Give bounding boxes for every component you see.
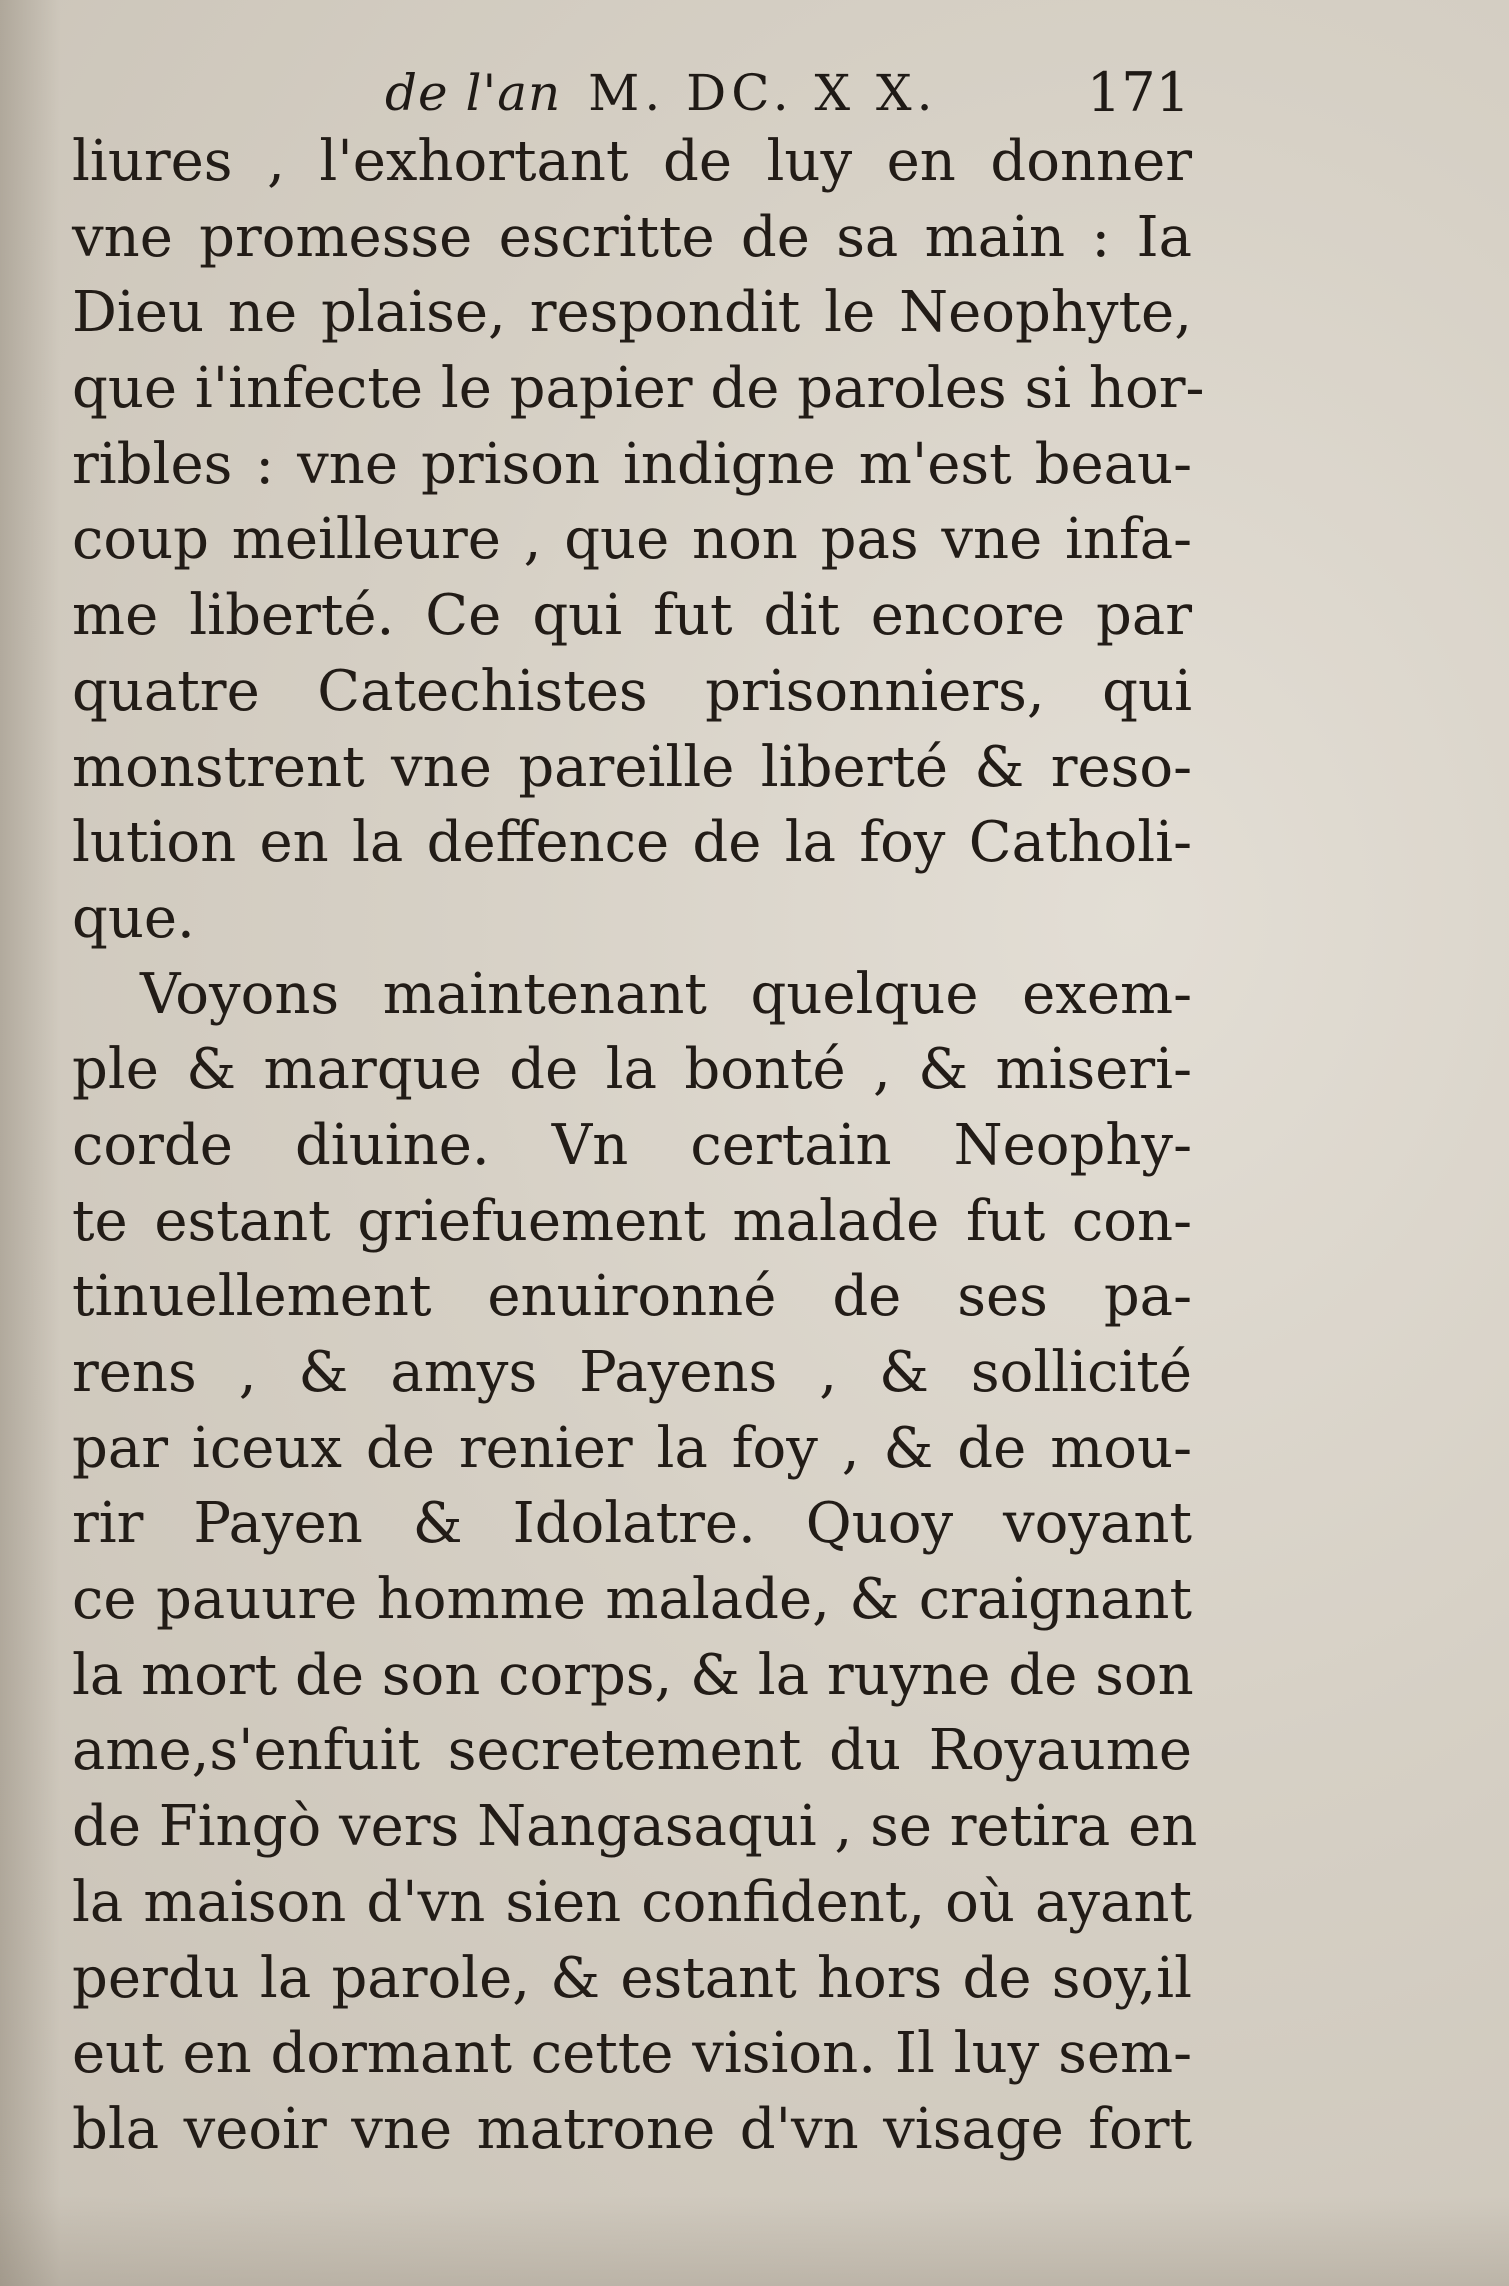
page-gutter-shadow: [0, 0, 60, 2286]
header-year: M. DC. X X.: [588, 64, 938, 122]
paragraph-1: [72, 124, 1205, 957]
text-line: quatre Catechistes prisonniers, qui: [72, 658, 1192, 724]
text-line: Dieu ne plaise, respondit le Neophyte,: [72, 280, 1192, 346]
paragraph-2: [72, 957, 1198, 2168]
text-line: ribles : vne prison indigne m'est beau-: [72, 431, 1192, 497]
text-line: perdu la parole, & estant hors de soy,il: [72, 1945, 1192, 2011]
text-line: te estant griefuement malade fut con-: [72, 1188, 1192, 1254]
text-line: la mort de son corps, & la ruyne de son: [72, 1642, 1194, 1708]
text-line: ame,s'enfuit secretement du Royaume: [72, 1718, 1192, 1784]
page-bottom-shadow: [0, 2196, 1509, 2286]
running-header: [385, 58, 1185, 128]
running-title: de l'an: [385, 64, 562, 122]
text-line: par iceux de renier la foy , & de mou-: [72, 1415, 1192, 1481]
text-line: bla veoir vne matrone d'vn visage fort: [72, 2096, 1192, 2162]
text-line: me liberté. Ce qui fut dit encore par: [72, 583, 1192, 649]
text-line: la maison d'vn sien confident, où ayant: [72, 1869, 1192, 1935]
text-line: coup meilleure , que non pas vne infa-: [72, 507, 1192, 573]
text-line: ce pauure homme malade, & craignant: [72, 1567, 1192, 1633]
body-text: [72, 124, 1205, 2168]
text-line: liures , l'exhortant de luy en donner: [72, 129, 1192, 194]
text-line: ple & marque de la bonté , & miseri-: [72, 1037, 1192, 1103]
text-line: rens , & amys Payens , & sollicité: [72, 1340, 1192, 1405]
text-line: corde diuine. Vn certain Neophy-: [72, 1112, 1192, 1178]
text-line: lution en la deffence de la foy Catholi-: [72, 810, 1192, 876]
text-line: que i'infecte le papier de paroles si hor-: [72, 356, 1205, 422]
text-line: eut en dormant cette vision. Il luy sem-: [72, 2021, 1192, 2087]
text-line: tinuellement enuironné de ses pa-: [72, 1264, 1192, 1330]
text-line: vne promesse escritte de sa main : Ia: [72, 204, 1192, 270]
page-number: 171: [1086, 61, 1190, 124]
text-line: de Fingò vers Nangasaqui , se retira en: [72, 1794, 1198, 1860]
text-line: Voyons maintenant quelque exem-: [140, 961, 1192, 1027]
text-line: monstrent vne pareille liberté & reso-: [72, 734, 1192, 800]
text-line: que.: [72, 885, 195, 951]
text-line: rir Payen & Idolatre. Quoy voyant: [72, 1491, 1192, 1557]
